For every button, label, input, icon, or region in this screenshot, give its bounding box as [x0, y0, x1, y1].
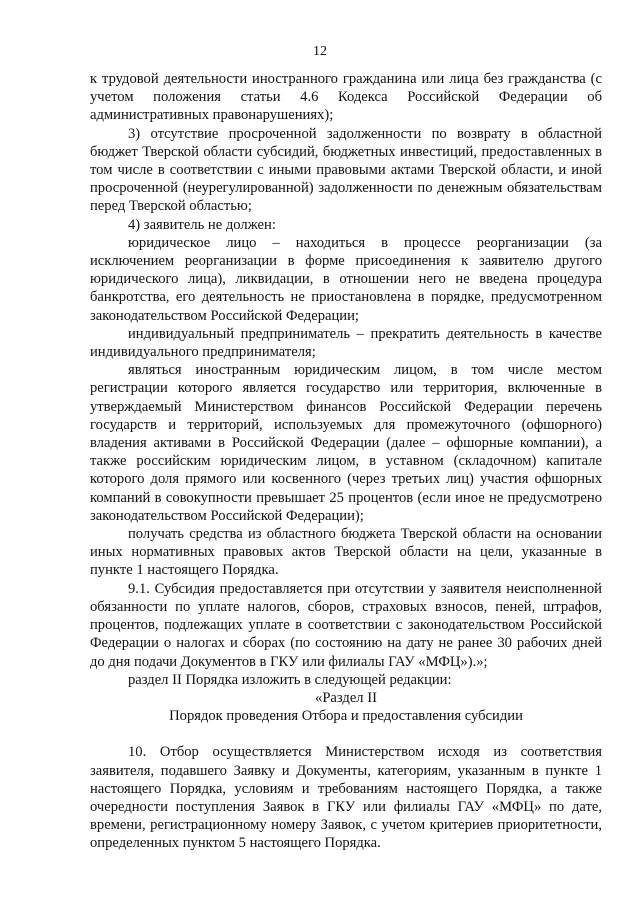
paragraph-section-intro: раздел II Порядка изложить в следующей редакции:: [128, 671, 452, 688]
paragraph-entrepreneur: индивидуальный предприниматель – прекратить деятельность в качестве индивидуального предпринимателя;: [90, 325, 602, 361]
paragraph-item-4: 4) заявитель не должен:: [128, 216, 276, 233]
paragraph-legal-entity: юридическое лицо – находиться в процессе реорганизации (за исключением реорганизации в форме присоединения к заявителю другого юридического лица), ликвидации, в отношении него не введена процедура банкротства, его деятельность не приостановлена в порядке, предусмотренном законодательством Российской Федерации;: [90, 234, 602, 324]
paragraph-continuation: к трудовой деятельности иностранного гражданина или лица без гражданства (с учетом положения статьи 4.6 Кодекса Российской Федерации об административных правонарушениях);: [90, 71, 602, 124]
paragraph-item-10: 10. Отбор осуществляется Министерством исходя из соответствия заявителя, подавшего Заявку и Документы, категориям, указанным в пункте 1 настоящего Порядка, условиям и требованиям настоящего Порядка, а также очередности поступления Заявок в ГКУ или филиалы ГАУ «МФЦ» по дате, времени, регистрационному номеру Заявок, с учетом критериев приоритетности, определенных пунктом 5 настоящего Порядка.: [90, 744, 602, 852]
paragraph-item-9-1: 9.1. Субсидия предоставляется при отсутствии у заявителя неисполненной обязанности по уплате налогов, сборов, страховых взносов, пеней, штрафов, процентов, подлежащих уплате в соответствии с законодательством Российской Федерации о налогах и сборах (по состоянию на дату не ранее 30 рабочих дней до дня подачи Документов в ГКУ или филиалы ГАУ «МФЦ»).»;: [90, 580, 602, 670]
page-number: 12: [313, 44, 327, 59]
section-heading: «Раздел II: [315, 689, 377, 706]
document-body: [90, 70, 602, 853]
paragraph-item-3: 3) отсутствие просроченной задолженности по возврату в областной бюджет Тверской области субсидий, бюджетных инвестиций, предоставленных в том числе в соответствии с иными правовыми актами Тверской области, и иной просроченной (неурегулированной) задолженности по денежным обязательствам перед Тверской областью;: [90, 125, 602, 215]
paragraph-budget-funds: получать средства из областного бюджета Тверской области на основании иных нормативных правовых актов Тверской области на цели, указанные в пункте 1 настоящего Порядка.: [90, 526, 602, 579]
section-subtitle: Порядок проведения Отбора и предоставления субсидии: [169, 708, 523, 725]
paragraph-foreign-entity: являться иностранным юридическим лицом, в том числе местом регистрации которого является государство или территория, включенные в утверждаемый Министерством финансов Российской Федерации перечень государств и территорий, используемых для промежуточного (офшорного) владения активами в Российской Федерации (далее – офшорные компании), а также российским юридическим лицом, в уставном (складочном) капитале которого доля прямого или косвенного (через третьих лиц) участия офшорных компаний в совокупности превышает 25 процентов (если иное не предусмотрено законодательством Российской Федерации);: [90, 362, 602, 524]
